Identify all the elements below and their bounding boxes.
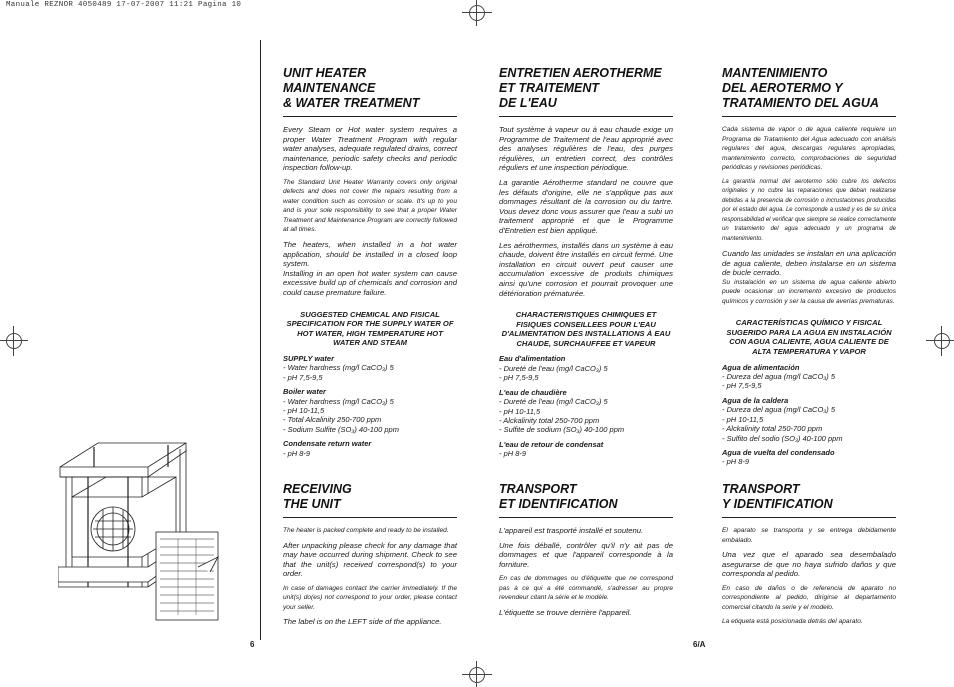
paragraph: La garantía normal del aerotermo sólo cubre los defectos originales y no cubre las reparaciones que deban realizarse debidas a la presencia de corrosión o incrustaciones producidas por el estado del agua. Le corresponde a usted y es de su única responsabilidad el verificar que siempre se realice correctamente un tratamiento del agua adecuado y un programa de mantenimiento.	[722, 178, 896, 242]
spec-item: - pH 10-11,5	[283, 405, 325, 415]
spec-item: - pH 8-9	[722, 457, 750, 467]
spec-item: - Sulfite de sodium (SO₃) 40-100 ppm	[499, 425, 625, 435]
unit-heater-crate-illustration	[58, 437, 223, 627]
column-english	[283, 66, 457, 458]
spec-item: - pH 7,5-9,5	[722, 381, 762, 391]
paragraph: The label is on the LEFT side of the appliance.	[283, 617, 442, 627]
section-title-maintenance: ENTRETIEN AEROTHERME ET TRAITEMENT DE L'EAU	[499, 66, 662, 110]
spec-group-head: Agua de alimentación	[722, 362, 800, 372]
column-spanish	[722, 66, 896, 467]
paragraph: After unpacking please check for any damage that may have occurred during shipment. Check to see that the unit(s) received correspond(s) to your order.	[283, 540, 457, 579]
paragraph: In case of damages contact the carrier immediately. If the unit(s) do(es) not correspond to your order, please contact your seller.	[283, 584, 457, 611]
spec-group-head: Agua de vuelta del condensado	[722, 447, 835, 457]
spec-item: - pH 10-11,5	[722, 414, 764, 424]
spec-title: SUGGESTED CHEMICAL AND FISICAL SPECIFICATION FOR THE SUPPLY WATER OF HOT WATER, HIGH TEMPERATURE HOT WATER AND STEAM	[286, 309, 454, 348]
paragraph: Une fois déballé, contrôler qu'il n'y ait pas de dommages et que l'appareil corresponde à la forniture.	[499, 540, 673, 569]
column-french-transport	[499, 482, 673, 622]
paragraph: L'appareil est trasporté installé et soutenu.	[499, 526, 644, 535]
paragraph: La etiqueta está posicionada detrás del aparato.	[722, 618, 863, 626]
spec-group-head: Agua de la caldera	[722, 395, 789, 405]
section-rule	[499, 116, 673, 117]
spec-group-head: Eau d'alimentation	[499, 354, 566, 364]
spec-item: - pH 7,5-9,5	[499, 373, 539, 383]
section-rule	[283, 517, 457, 518]
section-title-maintenance: UNIT HEATER MAINTENANCE & WATER TREATMENT	[283, 66, 420, 110]
spec-title: CHARACTERISTIQUES CHIMIQUES ET FISIQUES CONSEILLEES POUR L'EAU D'ALIMENTATION DES INSTALLATIONS À EAU CHAUDE, SURCHAUFFEE ET VAPEUR	[501, 310, 671, 348]
section-rule	[283, 116, 457, 117]
section-rule	[499, 517, 673, 518]
paragraph: En caso de daños o de referencia de aparato no correspondiente al pedido, dirigirse al departamento comercial citando la serie y el modelo.	[722, 584, 896, 611]
spec-item: - Alckalinity total 250-700 ppm	[499, 415, 600, 425]
spec-item: - pH 8-9	[283, 448, 311, 458]
column-french	[499, 66, 673, 459]
section-title-transport: TRANSPORT Y IDENTIFICATION	[722, 482, 833, 511]
paragraph: Cuando las unidades se instalan en una aplicación de agua caliente, deben instalarse en un sistema de bucle cerrado.	[722, 249, 896, 278]
registration-mark-bottom	[462, 657, 492, 687]
paragraph: Tout système à vapeur ou à eau chaude exige un Programme de Traitement de l'eau approprié avec des analyses régulières de l'eau, des purges régulières, un entretien correct, des contrôles réguliers et une inspection périodique.	[499, 125, 673, 173]
spec-item: - Water hardness (mg/l CaCO₃) 5	[283, 363, 394, 373]
spec-item: - Dureté de l'eau (mg/l CaCO₃) 5	[499, 363, 608, 373]
paragraph: L'étiquette se trouve derrière l'appareil.	[499, 607, 632, 617]
paragraph: El aparato se transporta y se entrega debidamente embalado.	[722, 527, 896, 544]
section-rule	[722, 517, 896, 518]
paragraph: En cas de dommages ou d'étiquette que ne correspond pas à ce qui a été commandé, s'adresser au propre revendeur citant la série et le modèle.	[499, 575, 673, 602]
paragraph: The heaters, when installed in a hot water application, should be installed in a closed loop system.	[283, 239, 457, 269]
paragraph: Su instalación en un sistema de agua caliente abierto puede ocasionar un incremento excesivo de productos químicos y corrosión y ser la causa de averías prematuras.	[722, 278, 896, 305]
page-number-left: 6	[250, 640, 255, 649]
paragraph: The heater is packed complete and ready to be installed.	[283, 527, 449, 534]
spec-item: - Sulfito del sodio (SO₃) 40-100 ppm	[722, 433, 843, 443]
spec-item: - Dureté de l'eau (mg/l CaCO₃) 5	[499, 397, 608, 407]
paragraph: Every Steam or Hot water system requires a proper Water Treatment Program with regular water analyses, adequate regulated drains, correct maintenance, periodic safety checks and periodic inspection follow-up.	[283, 125, 457, 173]
paragraph: Les aérothermes, installés dans un système à eau chaude, doivent être installés en circuit fermé. Une installation en circuit ouvert peut causer une accumulation excessive de produits chimiques ainsi qu'une corrosion et pourrait provoquer une détérioration prématurée.	[499, 240, 673, 298]
section-rule	[722, 116, 896, 117]
spec-item: - Dureza del agua (mg/l CaCO₃) 5	[722, 372, 836, 382]
spec-item: - Water hardness (mg/l CaCO₃) 5	[283, 396, 394, 406]
column-english-receiving	[283, 482, 457, 632]
column-spanish-transport	[722, 482, 896, 632]
spec-item: - Dureza del agua (mg/l CaCO₃) 5	[722, 405, 836, 415]
spec-group-head: L'eau de chaudière	[499, 387, 567, 397]
spec-group-head: L'eau de retour de condensat	[499, 439, 604, 449]
paragraph: La garantie Aérotherme standard ne couvre que les défauts d'origine, elle ne s'applique pas aux dommages résultant de la corrosion ou du tartre. Vous devez donc vous assurer que l'eau a subi un traitement approprié et que le Programme d'Entretien est bien appliqué.	[499, 177, 673, 235]
paragraph: Cada sistema de vapor o de agua caliente requiere un Programa de Tratamiento del Agua adecuado con análisis regulares del agua, descargas regulares apropiadas, mantenimiento correcto, comprobaciones de seguridad periódicas y revisiones periódicas.	[722, 126, 896, 171]
paragraph: Installing in an open hot water system can cause excessive build up of chemicals and corrosion and could cause premature failure.	[283, 268, 457, 297]
print-slug: Manuale REZNOR 4050489 17-07-2007 11:21 Pagina 10	[6, 1, 242, 9]
spec-item: - Total Alcalinity 250-700 ppm	[283, 415, 382, 425]
registration-mark-top	[462, 0, 492, 30]
section-title-maintenance: MANTENIMIENTO DEL AEROTERMO Y TRATAMIENTO DEL AGUA	[722, 66, 879, 110]
spec-group-head: Condensate return water	[283, 439, 372, 449]
spec-title: CARACTERÍSTICAS QUÍMICO Y FISICAL SUGERIDO PARA LA AGUA EN INSTALACIÓN CON AGUA CALIENTE, AGUA CALIENTE DE ALTA TEMPERATURA Y VAPOR	[726, 318, 892, 357]
section-title-transport: TRANSPORT ET IDENTIFICATION	[499, 482, 618, 511]
registration-mark-left	[0, 326, 30, 356]
spec-item: - pH 7,5-9,5	[283, 372, 323, 382]
spec-item: - Sodium Sulfite (SO₃) 40-100 ppm	[283, 424, 399, 434]
paragraph: Una vez que el aparado sea desembalado asegurarse de que no haya sufrido daños y que corresponda al pedido.	[722, 550, 896, 579]
page-number-right: 6/A	[693, 640, 706, 649]
paragraph: The Standard Unit Heater Warranty covers only original defects and does not cover the repairs resulting from a water condition such as corrosion or scale. It's up to you and is your sole responsibility to see that a proper Water Treatment and Maintenance Program are correctly followed at all times.	[283, 178, 457, 234]
spec-item: - pH 8-9	[499, 449, 527, 459]
spec-group-head: SUPPLY water	[283, 353, 334, 363]
spec-group-head: Boiler water	[283, 387, 326, 397]
section-title-receiving: RECEIVING THE UNIT	[283, 482, 352, 511]
column-divider	[260, 40, 261, 640]
registration-mark-right	[924, 326, 954, 356]
spec-item: - Alckalinity total 250-700 ppm	[722, 424, 823, 434]
spec-item: - pH 10-11,5	[499, 406, 541, 416]
